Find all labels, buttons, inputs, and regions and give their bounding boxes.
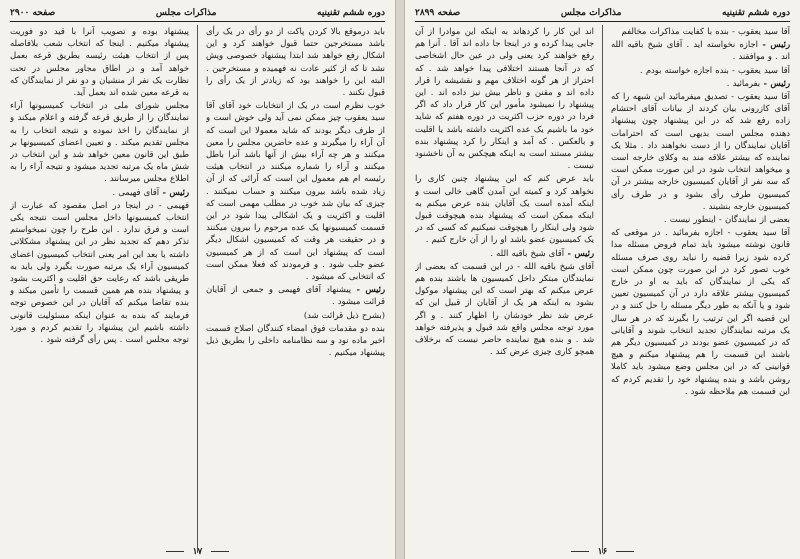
speaker-label: رئیس -: [760, 77, 790, 88]
speaker-label: رئیس -: [351, 284, 385, 295]
paragraph-text: پیشنهاد آقای فهیمی و جمعی از آقایان قرائت میشود .: [206, 284, 385, 307]
page-number: ۱۶: [597, 547, 608, 557]
paragraph: [206, 25, 385, 98]
paragraph-text: آقای شیخ باقیه الله .: [490, 247, 565, 258]
paragraph: [206, 99, 385, 282]
paragraph: [611, 213, 790, 225]
paragraph: [10, 186, 189, 198]
left-page-footer: [0, 547, 395, 557]
paragraph: [611, 226, 790, 397]
paragraph-text: اجازه نخواسته اید . آقای شیخ باقیه الله اند . و موافقند .: [611, 39, 790, 62]
paragraph: [415, 260, 594, 358]
paragraph-text: آقا سید یعقوب - بنده اجازه خواسته بودم .: [640, 64, 790, 75]
paragraph-text: مجلس شورای ملی در انتخاب کمیسیونها آراء نمایندگان را از طریق قرعه گرفته و اعلام میکند و از نمایندگان را اخذ نموده و نتیجه انتخاب را به مجلس تقدیم میکند . و تعیین اعضای کمیسیونها بر طبق این قانون معین خواهد شد و این انتخاب در شش ماه یک مرتبه تجدید میشود و نتیجه آراء را به اطلاع مجلس میرسانند .: [10, 100, 189, 184]
right-page-header: [415, 6, 790, 22]
left-page-columns: [10, 25, 385, 553]
paragraph-text: فهیمی - در اینجا در اصل مقصود که عبارت از انتخاب کمیسیونها داخل مجلس است نتیجه یکی است و فرق ندارد . این طرح را چون نمیخواستم تذکر دهم که تجدید نظر در این پیشنهاد مشکلاتی داشته یا بعد این امر یعنی انتخاب کمیسیون اعضای کمیسیون آراء یک مرتبه صورت بگیرد ولی باید به طریقی باشد که رعایت حق اقلیت و اکثریت بشود و پیشنهاد بنده هم همین قسمت را تأمین میکند و بنده تقاضا میکنم که آقایان در این خصوص توجه فرمایند که بنده به عنوان اینکه مسئولیت قانونی داشته باشیم این پیشنهاد را تقدیم کردم و مورد توجه مجلس است . پس رأی گرفته شود .: [10, 199, 189, 345]
right-page: [404, 0, 800, 559]
paragraph: [415, 247, 594, 259]
left-page-header: [10, 6, 385, 22]
paragraph-text: باید عرض کنم که این پیشنهاد چنین کاری را نخواهد کرد و کمیته این آمدن گاهی خالی است و اینکه آمده است یک آقایان بنده عرض میکنم به اینکه ممکن است که پیشنهاد بنده هیچوقت قبول شود ولی اینکار را هیچوقت نمیکنیم که کسی که در یک کمیسیون عضو باشد او را از آن خارج کنیم .: [415, 173, 594, 245]
page-title: مذاکرات مجلس: [155, 8, 217, 18]
paragraph-text: اند این کار را کردهاند به اینکه این موادرا از آن جایی پیدا کرده و در اینجا جا داده اند آقا . آنرا هم رفع خواهند کرد یعنی ولی در عین حال اشخاصی که در آنجا هستند اختلافی پیدا خواهد شد . که احتراز از هر گونه اختلاف مهم و نقشیشه را قرار داده اند و مقنن و ناظر بیش نیز داده اند . این پیشنهاد را نمیشود مأمور این کار قرار داد که اگر فردا در دوره حزب اکثریت در دوره هفتم که شاید خود ما باشیم یک عده اکثریت داشته باشد یا اقلیت و بالعکس . که آمد و اینکار را کرد پیشنهاد بنده بیشتر مستند است به اینکه هیچکس به آن ناخشنود نیست .: [415, 26, 594, 171]
paragraph: [611, 90, 790, 212]
paragraph-text: بعضی از نمایندگان - اینطور نیست .: [663, 214, 790, 225]
right-page-column-1: [611, 25, 790, 553]
page-label: صفحه ۲۸۹۹: [415, 8, 461, 18]
paragraph: [611, 25, 790, 37]
paragraph-text: باید درموقع بالا کردن پاکت از دو رأی در یک رأی باشد مستخرجین حتما قبول خواهند کرد و این اشکال رفع خواهد شد ابتدا پیشنهاد خصوصی ویش نشد تا که از کثیر عادت نه فهمیده و مستخرجین . البته این را خواهند بود که زیادتر از یک رأی را قبول نکنند .: [206, 26, 385, 98]
paragraph: [10, 99, 189, 184]
paragraph-text: آقا سید یعقوب - اجازه بفرمائید . در موقعی که قانون نوشته میشود باید تمام فروض مسئله مدا کرده شود زیرا قضیه را نباید روی صرف مسئله خوب تصور کرد در این صورت چون ممکن است که یکی از نمایندگان که باید به او در خارج کمیسیون بیشتر علاقه دارد در آن کمیسیون تعیین شود و یا آنکه به طور دیگر مسئله را حل کنند و در این قضیه اگر این ترتیب را بگیرند که در هر سال یک مرتبه نمایندگان تجدید انتخاب شوند و آقایانی که در کمیسیون عضو بودند در کمیسیون دیگر هم باشند این قسمت را هم پیشنهاد میکنم و هیچ قوانینی که در این مجلس وضع میشود باید کاملا روشن باشد و بنده پیشنهاد خود را تقدیم کردم که این قسمت هم ملاحظه شود .: [611, 227, 790, 396]
left-page-column-1: [206, 25, 385, 553]
session-label: دوره ششم تقنینیه: [317, 8, 385, 18]
paragraph-text: آقای فهیمی .: [112, 186, 160, 197]
speaker-label: رئیس -: [159, 186, 189, 197]
speaker-label: رئیس -: [757, 39, 790, 50]
right-page-footer: [405, 547, 800, 557]
paragraph: [206, 309, 385, 321]
page-title: مذاکرات مجلس: [560, 8, 622, 18]
paragraph-text: آقای شیخ باقیه الله - در این قسمت که بعضی از نمایندگان مبتکر داخل کمیسیون ها باشند بنده هم عرض میکنم که بهتر است که این پیشنهاد موکول بشود به اینکه هر یک از آقایان از قبیل این که عرض شد نظر خودشان را اظهار کنند . و اگر مورد توجه مجلس واقع شد قبول و پذیرفته خواهد شد . و بنده هیچ نماینده حاضر نیست که برخلاف همچو کاری چیزی عرض کند .: [415, 260, 594, 357]
paragraph: [611, 38, 790, 62]
paragraph-text: پیشنهاد بوده و تصویب آنرا با قید دو فوریت پیشنهاد میکنیم . اینجا که انتخاب شعب بلافاصله پس از انتخاب هیئت رئیسه بطریق قرعه بعمل خواهد آمد و در اطاق مجاور مجلس در تحت نظارت یک نفر از منشیان و دو نفر از نمایندگان که به قرعه معین شده اند بعمل آید.: [10, 26, 189, 98]
paragraph: [611, 77, 790, 89]
left-page-column-2: [10, 25, 189, 553]
book-gutter: [396, 0, 404, 559]
speaker-label: رئیس -: [564, 247, 594, 258]
left-page: [0, 0, 396, 559]
paragraph: [10, 25, 189, 98]
paragraph-text: بنده دو مقدمات فوق امضاء کنندگان اصلاح قسمت اخیر ماده نود و سه نظامنامه داخلی را بطریق ذیل پیشنهاد میکنیم .: [206, 322, 385, 358]
paragraph: [206, 283, 385, 307]
column-divider: [602, 25, 603, 553]
page-number: ۱۷: [192, 547, 203, 557]
column-divider: [197, 25, 198, 553]
paragraph: [415, 25, 594, 171]
page-label: صفحه ۲۹۰۰: [10, 8, 56, 18]
paragraph-text: خوب نظرم است در یک از انتخابات خود آقای آقا سید یعقوب چیز ممکن نمی آید ولی خوش است و از طرف دیگر بودند که شاید معمولا این است که آن آراء را میگیرند و عده حاضرین مجلس را معین میکنند و هر چه آراء بیش از آنها باشد آنرا باطل میکنند و آراء را شماره میکنند در انتخاب هیئت رئیسه ام هم معمول این است که آرائی که از آن زیاد شده باشد بیرون میکنند و حساب نمیکنند . چیزی که بیان شد خوب در مطلب مهمی است که اقلیت و اکثریت و یک اشکالی پیدا شود در این قسمت کمیسیونها یک عده مرحوم را بیرون میکنند و در حقیقت هر وقت که کمیسیون اشکال دیگر است که پیشنهاد این است که از هر کمیسیون عضو جلب شود . و فرمودند که فعلا ممکن است که انتخابی که میشود .: [206, 100, 385, 282]
paragraph: [206, 322, 385, 359]
paragraph: [611, 64, 790, 76]
session-label: دوره ششم تقنینیه: [722, 8, 790, 18]
paragraph-text: (بشرح ذیل قرائت شد): [303, 309, 385, 320]
paragraph-text: آقا سید یعقوب - تصدیق میفرمائید این شبهه را که آقای کازرونی بیان کردند از بیانات آقای احتشام زاده رفع شد که در این پیشنهاد چون پیشنهاد دهنده مجلس است بدیهی است که احترامات آقایان نمایندگان را از دست نخواهند داد . مثلا یک نماینده که بیشتر علاقه مند به وکلای خارجه است و میخواهد انتخاب شود در این صورت ممکن است که سه نفر از آقایان کمیسیون خارجه بیشتر در آن کمیسیون طرف رأی بشود و در طرف رأی کمیسیون خارجه بنشیند .: [611, 91, 790, 211]
paragraph: [10, 199, 189, 345]
right-page-column-2: [415, 25, 594, 553]
paragraph-text: بفرمائید .: [726, 77, 761, 88]
right-page-columns: [415, 25, 790, 553]
paragraph-text: آقا سید یعقوب - بنده با کفایت مذاکرات مخالفم: [621, 26, 790, 36]
paragraph: [415, 172, 594, 245]
